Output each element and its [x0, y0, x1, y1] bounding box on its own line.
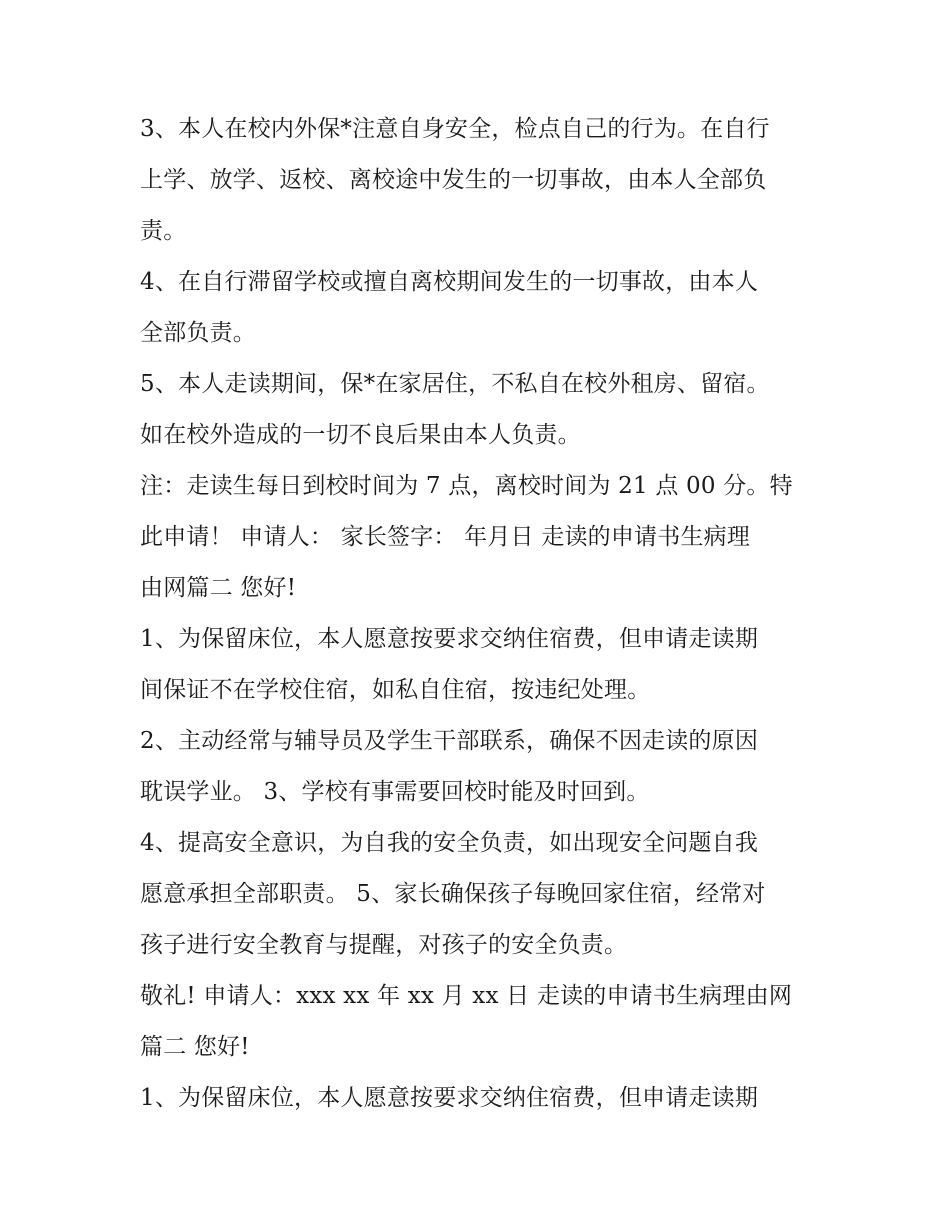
text-line: 愿意承担全部职责。 5、家长确保孩子每晚回家住宿，经常对: [140, 881, 766, 907]
text-line: 责。: [140, 218, 187, 244]
text-line: 3、本人在校内外保*注意自身安全，检点自己的行为。在自行: [140, 116, 770, 142]
document-body: [140, 104, 820, 1124]
text-line: 由网篇二 您好!: [140, 575, 297, 601]
text-line: 4、在自行滞留学校或擅自离校期间发生的一切事故，由本人: [140, 269, 759, 295]
text-line: 4、提高安全意识，为自我的安全负责，如出现安全问题自我: [140, 830, 759, 856]
text-line: 耽误学业。 3、学校有事需要回校时能及时回到。: [140, 779, 650, 805]
text-line: 孩子进行安全教育与提醒，对孩子的安全负责。: [140, 932, 628, 958]
text-line: 敬礼! 申请人：xxx xx 年 xx 月 xx 日 走读的申请书生病理由网: [140, 983, 793, 1009]
text-line: 如在校外造成的一切不良后果由本人负责。: [140, 422, 581, 448]
text-line: 注：走读生每日到校时间为 7 点，离校时间为 21 点 00 分。特: [140, 473, 793, 499]
text-line: 1、为保留床位，本人愿意按要求交纳住宿费，但申请走读期: [140, 1085, 759, 1111]
text-line: 2、主动经常与辅导员及学生干部联系，确保不因走读的原因: [140, 728, 759, 754]
text-line: 5、本人走读期间，保*在家居住，不私自在校外租房、留宿。: [140, 371, 770, 397]
text-line: 间保证不在学校住宿，如私自住宿，按违纪处理。: [140, 677, 651, 703]
text-line: 此申请！ 申请人： 家长签字： 年月日 走读的申请书生病理: [140, 524, 751, 550]
text-line: 篇二 您好!: [140, 1034, 250, 1060]
text-line: 上学、放学、返校、离校途中发生的一切事故，由本人全部负: [140, 167, 767, 193]
text-line: 全部负责。: [140, 320, 256, 346]
text-line: 1、为保留床位，本人愿意按要求交纳住宿费，但申请走读期: [140, 626, 759, 652]
